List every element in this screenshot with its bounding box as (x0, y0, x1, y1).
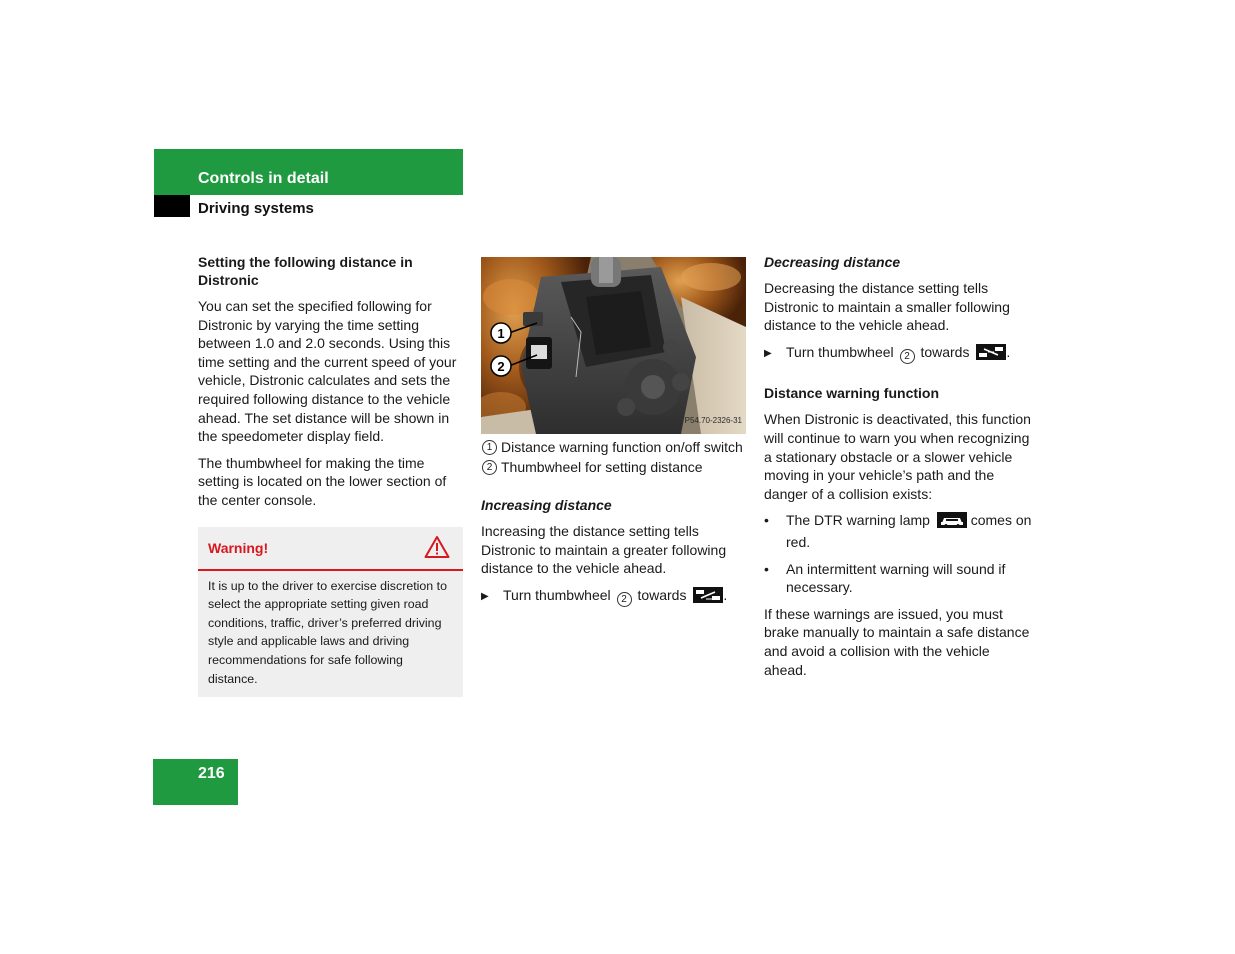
dec-step-num: 2 (900, 349, 915, 364)
warning-triangle-icon (424, 535, 450, 564)
bullet2-text: An intermittent warning will sound if necessary. (786, 560, 1006, 596)
setting-distance-paragraph: You can set the specified following for Distronic by varying the time setting between 1.0 and 2.0 seconds. Using this time setting and the current speed of your vehicle, Distronic calculates and sets the required following distance to the vehicle ahead. The set distance will be shown in the speedometer display field. (198, 298, 457, 445)
brake-manually-paragraph: If these warnings are issued, you must brake manually to maintain a safe distance and avoid a collision with the vehicle ahead. (764, 605, 1030, 678)
warning-text: It is up to the driver to exercise discretion to select the appropriate setting given road conditions, traffic, driver’s preferred driving style and applicable laws and driving recommendations for safe following distance. (208, 578, 447, 686)
warning-header (198, 527, 463, 571)
distance-warning-heading: Distance warning function (764, 385, 940, 402)
caption-1-text: Distance warning function on/off switch (501, 439, 743, 455)
photo-captions (481, 438, 747, 476)
svg-text:2: 2 (497, 359, 505, 374)
increase-distance-symbol-icon (693, 587, 723, 608)
bullet1-post: comes on red. (786, 512, 1032, 550)
bullet-dtr-lamp (764, 511, 1034, 551)
warning-bullets (764, 511, 1034, 596)
image-code: P54.70-2326-31 (684, 416, 742, 426)
increasing-distance-paragraph: Increasing the distance setting tells Distronic to maintain a greater following distance to the vehicle ahead. (481, 523, 727, 577)
caption-1-number: 1 (482, 440, 497, 455)
center-console-photo (481, 257, 746, 434)
step-arrow-icon: ▶ (764, 347, 772, 359)
bullet-dot: • (764, 512, 769, 529)
header-black-tab (154, 195, 190, 217)
page-number: 216 (198, 765, 225, 782)
inc-step-post: towards (637, 586, 687, 603)
dtr-warning-lamp-icon (937, 512, 967, 533)
distance-warning-paragraph: When Distronic is deactivated, this function will continue to warn you when recognizing a stationary obstacle or a slower vehicle moving in your vehicle’s path and the danger of a collision exists: (764, 411, 1031, 502)
page-number-tab (153, 759, 238, 805)
decreasing-step-text (786, 343, 1010, 365)
inc-step-pre: Turn thumbwheel (503, 586, 611, 603)
dec-step-end: . (1006, 343, 1011, 360)
column-middle (481, 257, 747, 616)
caption-2 (481, 458, 747, 477)
increasing-step-text (503, 586, 727, 608)
caption-1 (481, 438, 747, 457)
increasing-distance-heading: Increasing distance (481, 497, 612, 514)
caption-2-text: Thumbwheel for setting distance (501, 458, 703, 475)
svg-text:1: 1 (497, 326, 505, 341)
inc-step-end: . (723, 586, 728, 603)
decreasing-distance-step (764, 343, 1034, 365)
decreasing-distance-paragraph: Decreasing the distance setting tells Distronic to maintain a smaller following distance to the vehicle ahead. (764, 280, 1010, 334)
column-right (764, 253, 1034, 687)
bullet-intermittent-warning (764, 560, 1034, 597)
column-left (198, 253, 466, 697)
setting-distance-heading: Setting the following distance in Distronic (198, 254, 413, 288)
bullet-dot: • (764, 560, 769, 577)
dec-step-post: towards (920, 343, 970, 360)
increasing-distance-step (481, 586, 747, 608)
decrease-distance-symbol-icon (976, 344, 1006, 365)
decreasing-distance-heading: Decreasing distance (764, 254, 901, 270)
inc-step-num: 2 (617, 592, 632, 607)
bullet1-pre: The DTR warning lamp (786, 512, 930, 529)
section-title: Controls in detail (198, 170, 329, 187)
subsection-title: Driving systems (198, 200, 314, 217)
warning-box (198, 527, 463, 698)
warning-title: Warning! (208, 539, 269, 556)
bullet-dtr-text (786, 511, 1034, 551)
dec-step-pre: Turn thumbwheel (786, 343, 894, 360)
center-console-illustration (481, 257, 746, 434)
step-arrow-icon: ▶ (481, 590, 489, 602)
thumbwheel-location-paragraph: The thumbwheel for making the time setting is located on the lower section of the center console. (198, 454, 447, 508)
caption-2-number: 2 (482, 460, 497, 475)
